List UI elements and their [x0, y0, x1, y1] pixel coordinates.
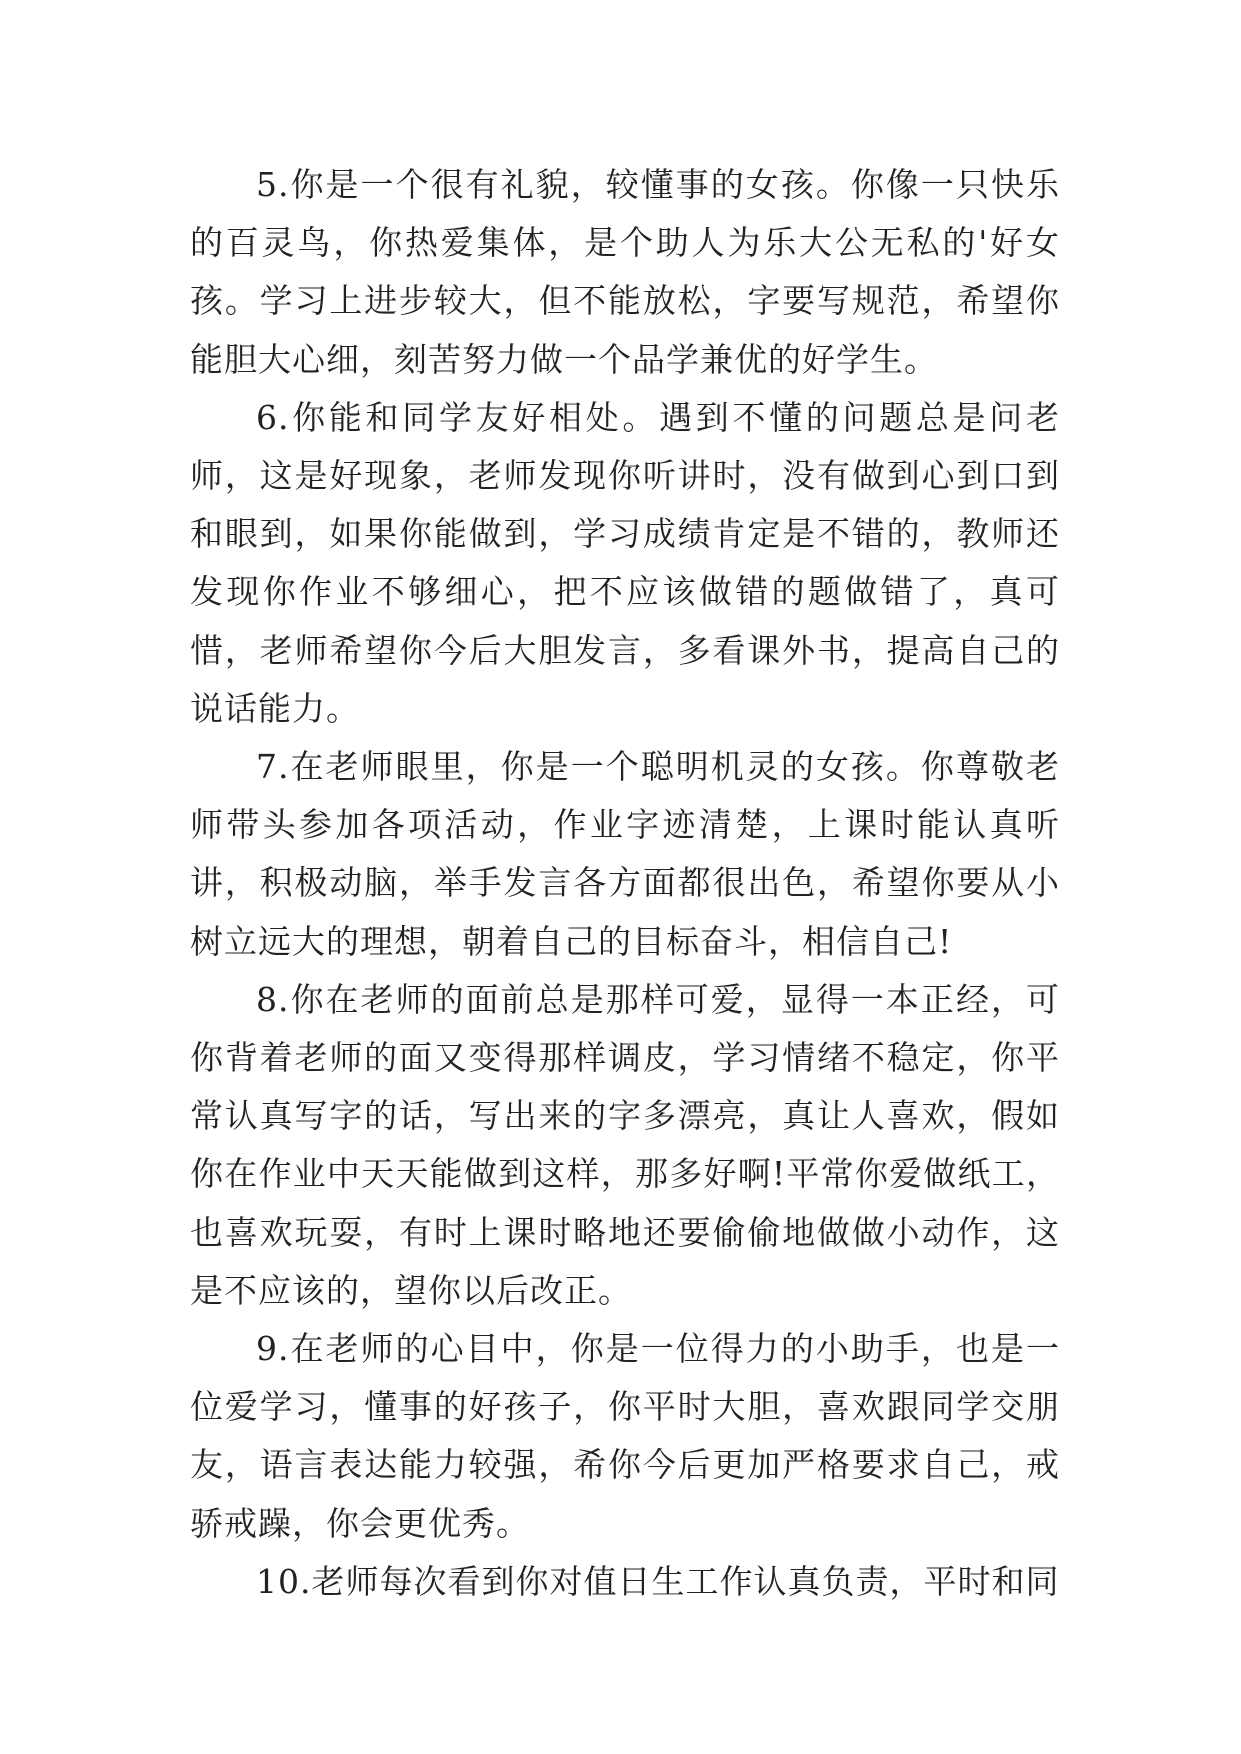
paragraph-8: 8.你在老师的面前总是那样可爱，显得一本正经，可你背着老师的面又变得那样调皮，学习情绪不稳定，你平常认真写字的话，写出来的字多漂亮，真让人喜欢，假如你在作业中天天能做到这样，那多好啊!平常你爱做纸工，也喜欢玩耍，有时上课时略地还要偷偷地做做小动作，这是不应该的，望你以后改正。: [190, 979, 1060, 1310]
paragraph-6: 6.你能和同学友好相处。遇到不懂的问题总是问老师，这是好现象，老师发现你听讲时，没有做到心到口到和眼到，如果你能做到，学习成绩肯定是不错的，教师还发现你作业不够细心，把不应该做错的题做错了，真可惜，老师希望你今后大胆发言，多看课外书，提高自己的说话能力。: [190, 397, 1060, 728]
paragraph-7: 7.在老师眼里，你是一个聪明机灵的女孩。你尊敬老师带头参加各项活动，作业字迹清楚，上课时能认真听讲，积极动脑，举手发言各方面都很出色，希望你要从小树立远大的理想，朝着自己的目标奋斗，相信自己!: [190, 747, 1060, 961]
paragraph-5: 5.你是一个很有礼貌，较懂事的女孩。你像一只快乐的百灵鸟，你热爱集体，是个助人为乐大公无私的'好女孩。学习上进步较大，但不能放松，字要写规范，希望你能胆大心细，刻苦努力做一个品学兼优的好学生。: [190, 165, 1060, 379]
document-body: [190, 156, 1060, 1611]
paragraph-9: 9.在老师的心目中，你是一位得力的小助手，也是一位爱学习，懂事的好孩子，你平时大胆，喜欢跟同学交朋友，语言表达能力较强，希你今后更加严格要求自己，戒骄戒躁，你会更优秀。: [190, 1329, 1060, 1543]
paragraph-10: 10.老师每次看到你对值日生工作认真负责，平时和同: [256, 1561, 1060, 1601]
